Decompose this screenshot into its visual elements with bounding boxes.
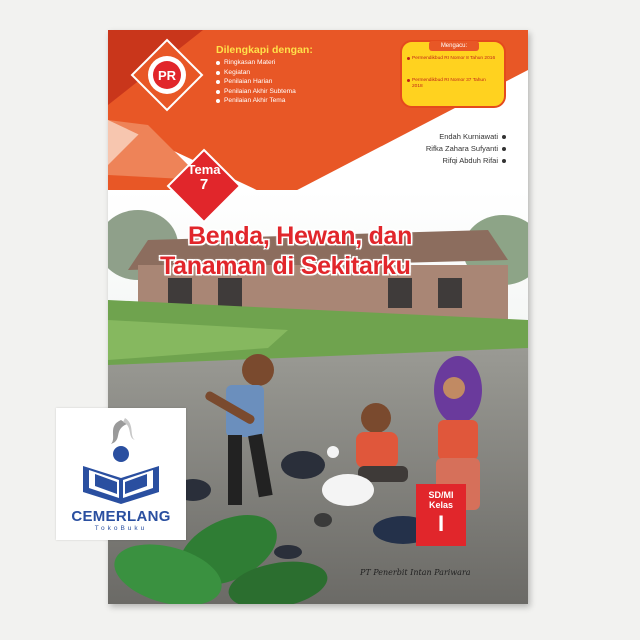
badge-text: PR bbox=[157, 68, 177, 83]
includes-title: Dilengkapi dengan: bbox=[216, 44, 313, 56]
pr-badge-logo bbox=[130, 38, 204, 112]
store-logo-icon bbox=[77, 414, 165, 506]
author-name: Endah Kurniawati bbox=[439, 132, 506, 141]
tema-number: 7 bbox=[199, 176, 209, 193]
reference-title: Mengacu: bbox=[429, 41, 479, 51]
publisher-name: PT Penerbit Intan Pariwara bbox=[360, 568, 471, 577]
tema-badge bbox=[170, 162, 238, 202]
level-class-label: Kelas bbox=[428, 500, 454, 510]
tema-label: Tema bbox=[187, 162, 221, 177]
reference-item: Permendikbud RI Nomor 37 Tahun 2018 bbox=[412, 78, 496, 90]
store-watermark bbox=[56, 408, 186, 540]
author-name: Rifka Zahara Sufyanti bbox=[426, 144, 506, 153]
store-tagline: TokoBuku bbox=[94, 525, 148, 532]
reference-item: Permendikbud RI Nomor 8 Tahun 2016 bbox=[412, 56, 496, 61]
book-title-line-1: Benda, Hewan, dan bbox=[188, 222, 413, 250]
author-name: Rifqi Abduh Rifai bbox=[443, 156, 506, 165]
level-school: SD/MI bbox=[428, 490, 454, 500]
store-name: CEMERLANG bbox=[71, 508, 171, 525]
grade-level-badge bbox=[416, 484, 466, 546]
curriculum-reference-box bbox=[400, 40, 506, 108]
includes-item: Penilaian Harian bbox=[216, 77, 296, 87]
includes-item: Penilaian Akhir Subtema bbox=[216, 87, 296, 97]
book-title-line-2: Tanaman di Sekitarku bbox=[160, 252, 411, 280]
level-class-number: I bbox=[437, 511, 445, 536]
includes-item: Penilaian Akhir Tema bbox=[216, 96, 296, 106]
includes-item: Kegiatan bbox=[216, 68, 296, 78]
includes-list bbox=[216, 58, 296, 106]
includes-item: Ringkasan Materi bbox=[216, 58, 296, 68]
